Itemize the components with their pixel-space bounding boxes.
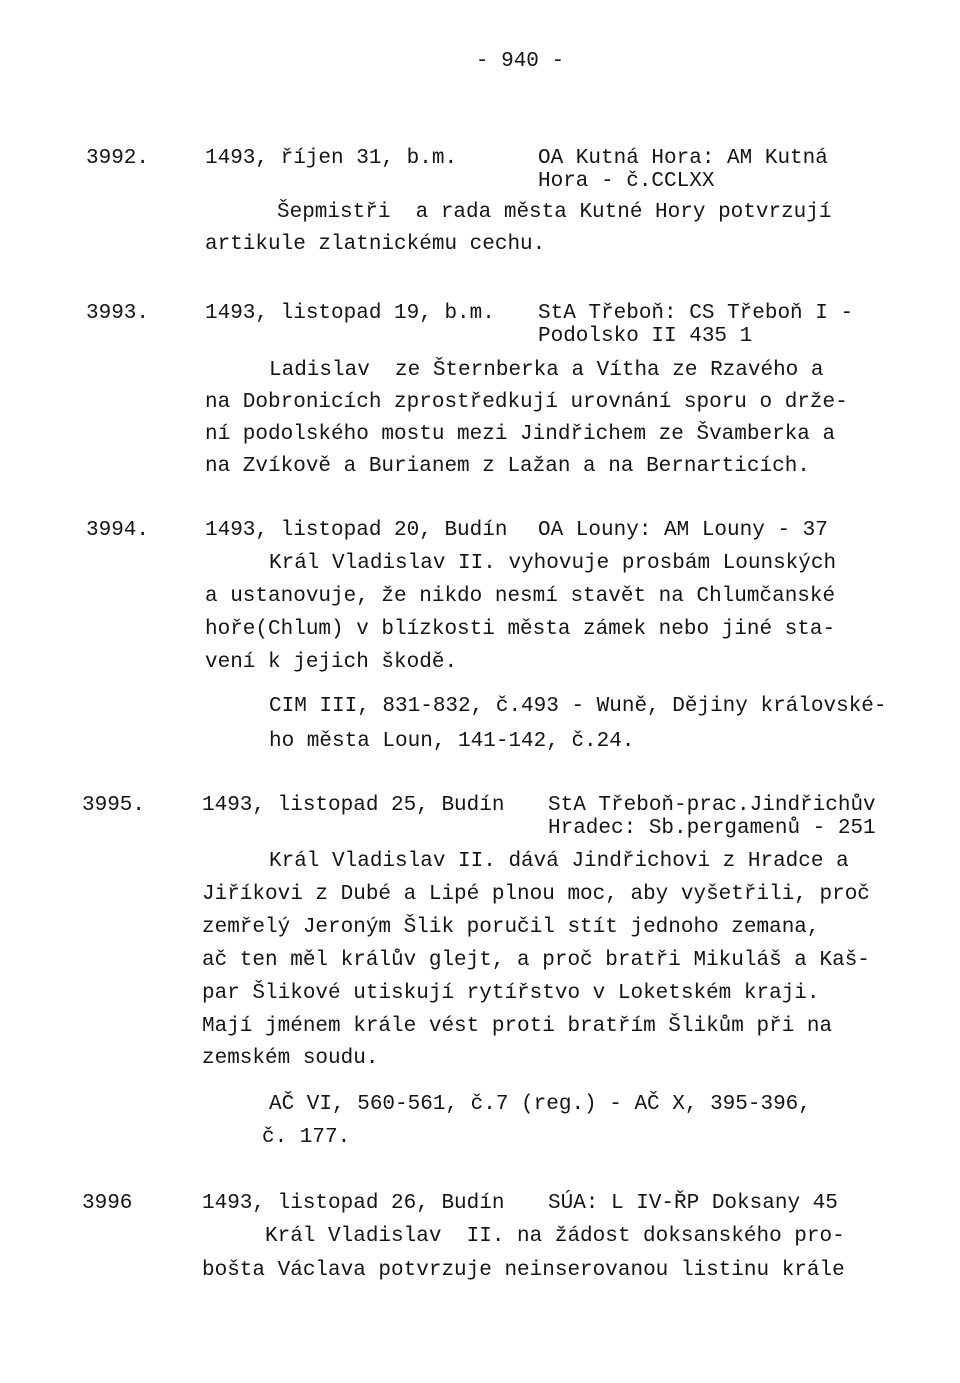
entry-text-line: Mají jménem krále vést proti bratřím Šlikům při na [202,1015,833,1038]
entry-text-line: par Šlikové utiskují rytířstvo v Loketském kraji. [202,982,820,1005]
entry-text-line: Král Vladislav II. dává Jindřichovi z Hradce a [269,850,849,873]
entry-number: 3993. [86,302,150,325]
entry-archive-line: Hora - č.CCLXX [538,170,715,193]
entry-date-place: 1493, listopad 20, Budín [205,519,508,542]
entry-text-line: vení k jejich škodě. [205,651,458,674]
entry-archive-line: OA Louny: AM Louny - 37 [538,519,828,542]
entry-date-place: 1493, listopad 26, Budín [202,1192,505,1215]
entry-text-line: a ustanovuje, že nikdo nesmí stavět na Chlumčanské [205,585,836,608]
entry-archive-line: OA Kutná Hora: AM Kutná [538,147,828,170]
entry-reference-line: č. 177. [262,1126,351,1149]
entry-text-line: Jiříkovi z Dubé a Lipé plnou moc, aby vyšetřili, proč [202,883,870,906]
entry-text-line: ač ten měl králův glejt, a proč bratři Mikuláš a Kaš- [202,949,870,972]
entry-archive-line: StA Třeboň: CS Třeboň I - [538,302,854,325]
entry-date-place: 1493, říjen 31, b.m. [205,147,458,170]
entry-text-line: na Dobronicích zprostředkují urovnání sporu o drže- [205,391,848,414]
entry-number: 3995. [82,794,146,817]
entry-text-line: Ladislav ze Šternberka a Vítha ze Rzavého a [269,359,824,382]
entry-text-line: Král Vladislav II. na žádost doksanského pro- [265,1225,845,1248]
entry-text-line: artikule zlatnickému cechu. [205,233,546,256]
entry-text-line: zemském soudu. [202,1047,379,1070]
entry-number: 3996 [82,1192,133,1215]
entry-archive-line: Podolsko II 435 1 [538,325,753,348]
page-number: - 940 - [475,50,565,73]
entry-text-line: Král Vladislav II. vyhovuje prosbám Lounských [269,552,837,575]
entry-number: 3994. [86,519,150,542]
entry-reference-line: ho města Loun, 141-142, č.24. [269,730,635,753]
entry-archive-line: SÚA: L IV-ŘP Doksany 45 [548,1192,838,1215]
entry-reference-line: CIM III, 831-832, č.493 - Wuně, Dějiny královské- [269,695,887,718]
entry-number: 3992. [86,147,150,170]
entry-text-line: Šepmistři a rada města Kutné Hory potvrzují [277,201,832,224]
entry-archive-line: Hradec: Sb.pergamenů - 251 [548,817,876,840]
entry-text-line: ní podolského mostu mezi Jindřichem ze Švamberka a [205,423,836,446]
entry-text-line: zemřelý Jeroným Šlik poručil stít jednoho zemana, [202,916,820,939]
entry-archive-line: StA Třeboň-prac.Jindřichův [548,794,876,817]
entry-date-place: 1493, listopad 19, b.m. [205,302,495,325]
entry-date-place: 1493, listopad 25, Budín [202,794,505,817]
entry-text-line: bošta Václava potvrzuje neinserovanou listinu krále [202,1259,845,1282]
entry-text-line: hoře(Chlum) v blízkosti města zámek nebo jiné sta- [205,618,836,641]
entry-reference-line: AČ VI, 560-561, č.7 (reg.) - AČ X, 395-396, [269,1093,811,1116]
entry-text-line: na Zvíkově a Burianem z Lažan a na Bernarticích. [205,455,810,478]
